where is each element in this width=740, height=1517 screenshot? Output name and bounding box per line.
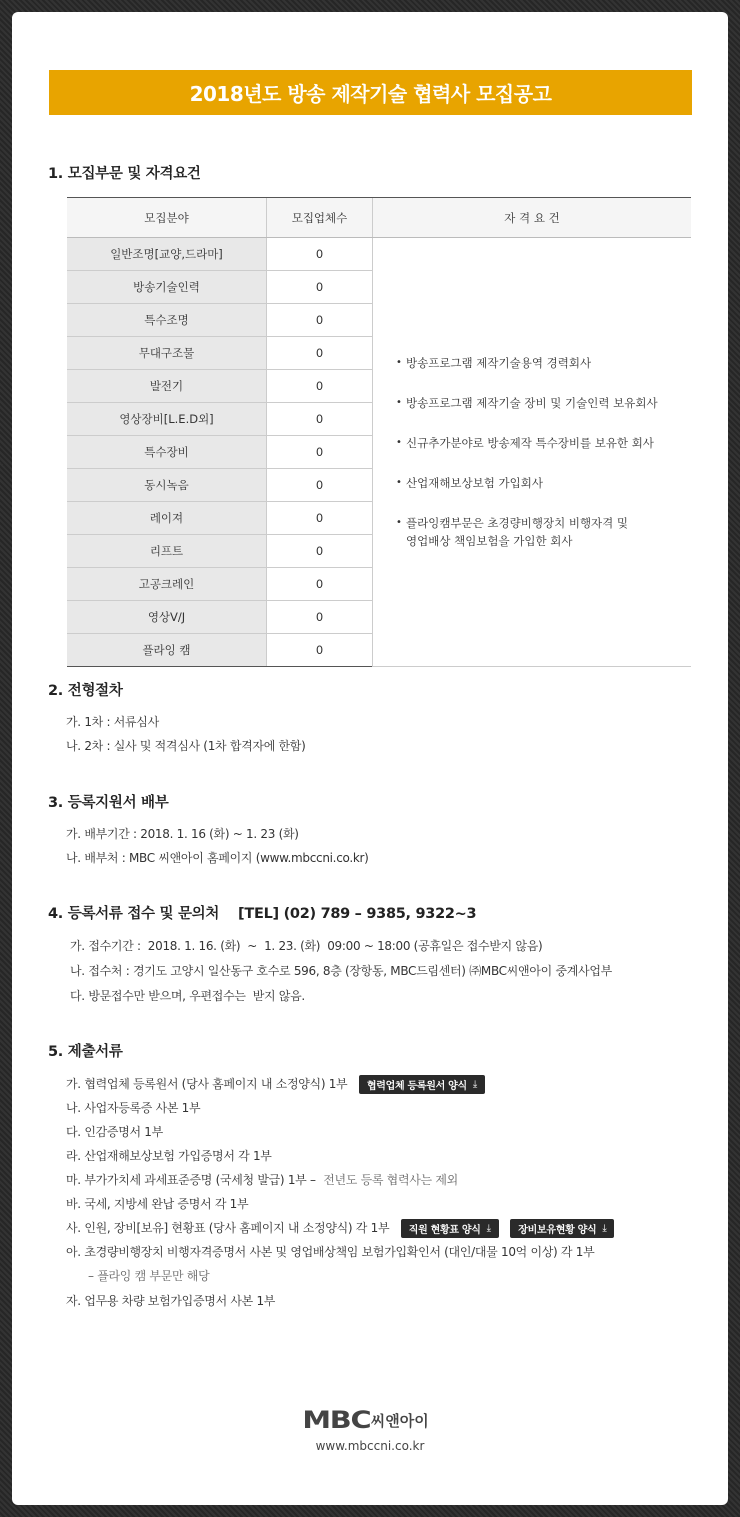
field-cell: 특수조명 — [67, 304, 267, 337]
count-cell: 0 — [267, 304, 373, 337]
count-cell: 0 — [267, 271, 373, 304]
download-arrow-icon: ⤓ — [602, 1223, 607, 1234]
doc-item: 자. 업무용 차량 보험가입증명서 사본 1부 — [66, 1294, 276, 1308]
doc-item: 나. 사업자등록증 사본 1부 — [66, 1101, 201, 1115]
doc-item-label: 가. 협력업체 등록원서 (당사 홈페이지 내 소정양식) 1부 — [66, 1077, 348, 1091]
requirement-line: • 플라잉캠부문은 초경량비행장치 비행자격 및 — [406, 516, 629, 530]
section2-line: 나. 2차 : 실사 및 적격심사 (1차 합격자에 한함) — [66, 739, 306, 753]
field-cell: 플라잉 캠 — [67, 634, 267, 667]
partner-form-download-button[interactable] — [359, 1075, 485, 1094]
requirement-item — [399, 514, 690, 550]
section4-line: 나. 접수처 : 경기도 고양시 일산동구 호수로 596, 8층 (장항동, MBC드림센터) ㈜MBC씨앤아이 중계사업부 — [70, 964, 612, 978]
doc-item — [66, 1075, 485, 1094]
count-cell: 0 — [267, 502, 373, 535]
section1-title: 1. 모집부문 및 자격요건 — [48, 166, 201, 182]
footer-url: www.mbccni.co.kr — [315, 1439, 425, 1453]
section5-title: 5. 제출서류 — [48, 1044, 123, 1060]
logo-company-name: 씨앤아이 — [370, 1411, 429, 1430]
field-cell: 특수장비 — [67, 436, 267, 469]
requirements-cell — [373, 238, 692, 667]
recruitment-table — [67, 197, 691, 667]
doc-item-note: 전년도 등록 협력사는 제외 — [323, 1173, 458, 1187]
doc-item-label: 사. 인원, 장비[보유] 현황표 (당사 홈페이지 내 소정양식) 각 1부 — [66, 1221, 390, 1235]
field-cell: 영상장비[L.E.D외] — [67, 403, 267, 436]
equipment-form-download-button[interactable] — [510, 1219, 614, 1238]
staff-form-download-button[interactable] — [401, 1219, 499, 1238]
section4-title: 4. 등록서류 접수 및 문의처 [TEL] (02) 789 – 9385, 9322~3 — [48, 906, 477, 922]
section4-line: 다. 방문접수만 받으며, 우편접수는 받지 않음. — [70, 989, 305, 1003]
header-count: 모집업체수 — [267, 198, 373, 238]
doc-item: 아. 초경량비행장치 비행자격증명서 사본 및 영업배상책임 보험가입확인서 (대인/대물 10억 이상) 각 1부 — [66, 1245, 595, 1259]
doc-item: 다. 인감증명서 1부 — [66, 1125, 163, 1139]
logo-mbc: MBC — [302, 1406, 371, 1434]
count-cell: 0 — [267, 337, 373, 370]
company-logo — [302, 1406, 429, 1434]
count-cell: 0 — [267, 370, 373, 403]
count-cell: 0 — [267, 568, 373, 601]
button-label: 장비보유현황 양식 — [518, 1225, 597, 1236]
download-arrow-icon: ⤓ — [472, 1079, 477, 1090]
field-cell: 방송기술인력 — [67, 271, 267, 304]
section3-line: 가. 배부기간 : 2018. 1. 16 (화) ~ 1. 23 (화) — [66, 827, 299, 841]
requirement-item: • 방송프로그램 제작기술용역 경력회사 — [399, 354, 690, 372]
count-cell: 0 — [267, 469, 373, 502]
field-cell: 무대구조물 — [67, 337, 267, 370]
button-label: 직원 현황표 양식 — [408, 1225, 481, 1236]
section2-line: 가. 1차 : 서류심사 — [66, 715, 159, 729]
field-cell: 고공크레인 — [67, 568, 267, 601]
section4-line: 가. 접수기간 : 2018. 1. 16. (화) ~ 1. 23. (화) 09:00 ~ 18:00 (공휴일은 접수받지 않음) — [70, 939, 543, 953]
requirement-item: • 신규추가분야로 방송제작 특수장비를 보유한 회사 — [399, 434, 690, 452]
notice-card — [12, 12, 728, 1505]
field-cell: 레이져 — [67, 502, 267, 535]
requirement-item: • 방송프로그램 제작기술 장비 및 기술인력 보유회사 — [399, 394, 690, 412]
field-cell: 동시녹음 — [67, 469, 267, 502]
count-cell: 0 — [267, 403, 373, 436]
count-cell: 0 — [267, 634, 373, 667]
doc-item — [66, 1219, 614, 1238]
download-arrow-icon: ⤓ — [486, 1223, 491, 1234]
doc-item-label: 마. 부가가치세 과세표준증명 (국세청 발급) 1부 – — [66, 1173, 316, 1187]
count-cell: 0 — [267, 601, 373, 634]
banner-title: 2018년도 방송 제작기술 협력사 모집공고 — [49, 70, 692, 115]
section3-title: 3. 등록지원서 배부 — [48, 795, 169, 811]
doc-item: 바. 국세, 지방세 완납 증명서 각 1부 — [66, 1197, 249, 1211]
field-cell: 발전기 — [67, 370, 267, 403]
section3-line: 나. 배부처 : MBC 씨앤아이 홈페이지 (www.mbccni.co.kr) — [66, 851, 369, 865]
header-field: 모집분야 — [67, 198, 267, 238]
count-cell: 0 — [267, 238, 373, 271]
section2-title: 2. 전형절차 — [48, 683, 123, 699]
field-cell: 영상V/J — [67, 601, 267, 634]
requirement-line: 영업배상 책임보험을 가입한 회사 — [406, 534, 573, 548]
doc-item — [66, 1171, 458, 1188]
button-label: 협력업체 등록원서 양식 — [366, 1081, 467, 1092]
doc-item: 라. 산업재해보상보험 가입증명서 각 1부 — [66, 1149, 272, 1163]
field-cell: 리프트 — [67, 535, 267, 568]
table-row — [67, 238, 691, 271]
requirement-item: • 산업재해보상보험 가입회사 — [399, 474, 690, 492]
field-cell: 일반조명[교양,드라마] — [67, 238, 267, 271]
count-cell: 0 — [267, 535, 373, 568]
count-cell: 0 — [267, 436, 373, 469]
doc-item-note: – 플라잉 캠 부문만 해당 — [88, 1269, 210, 1283]
header-requirements: 자 격 요 건 — [373, 198, 692, 238]
